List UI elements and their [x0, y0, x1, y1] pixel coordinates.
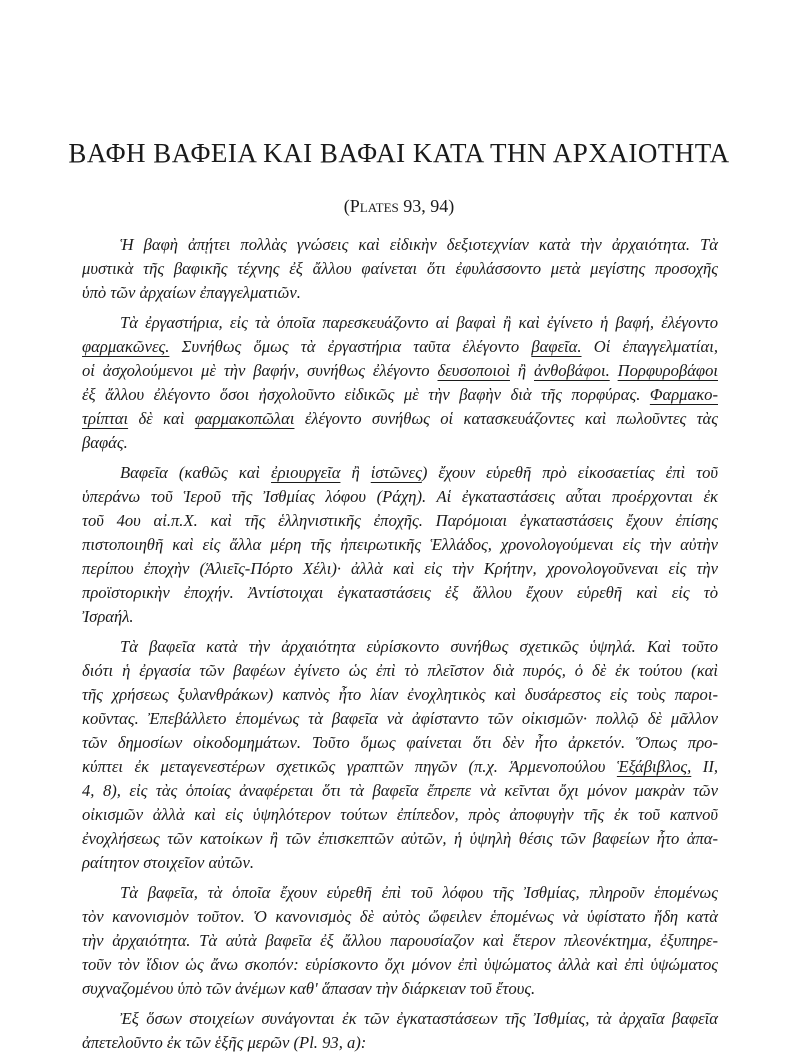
- text-line: [82, 683, 718, 707]
- text-segment: 4, 8), εἰς τὰς ὁποίας ἀναφέρεται ὅτι τὰ βαφεῖα ἔπρεπε νὰ κεῖνται ὄχι μόνον μακρὰν τῶν: [82, 781, 718, 800]
- text-segment: ὑπεράνω τοῦ Ἱεροῦ τῆς Ἰσθμίας λόφου (Ράχη). Αἱ ἐγκαταστάσεις αὗται προέρχονται ἐκ: [82, 487, 718, 506]
- text-line: [82, 407, 718, 431]
- text-line: [82, 779, 718, 803]
- text-segment: τὴν ἀρχαιότητα. Τὰ αὐτὰ βαφεῖα ἐξ ἄλλου παρουσίαζον καὶ ἕτερον πλεονέκτημα, ἐξυπηρε-: [82, 931, 718, 950]
- text-segment: Τὰ βαφεῖα κατὰ τὴν ἀρχαιότητα εὑρίσκοντο συνήθως σχετικῶς ὑψηλά. Καὶ τοῦτο: [120, 637, 718, 656]
- text-segment: συχναζομένου ὑπὸ τῶν ἀνέμων καθ' ἅπασαν τὴν διάρκειαν τοῦ ἔτους.: [82, 979, 536, 998]
- text-line: [82, 233, 718, 257]
- underlined-term: βαφεῖα.: [531, 337, 582, 356]
- text-line: [82, 659, 718, 683]
- paragraph: [82, 635, 718, 875]
- text-line: [82, 977, 718, 1001]
- text-line: [82, 851, 718, 875]
- paragraph: [82, 311, 718, 455]
- plates-reference: (Plates 93, 94): [343, 196, 455, 216]
- text-segment: ) ἔχουν εὑρεθῆ πρὸ εἰκοσαετίας ἐπὶ τοῦ: [421, 463, 719, 482]
- text-line: [82, 257, 718, 281]
- text-segment: ἢ: [340, 463, 371, 482]
- text-segment: περίπου ἐποχὴν (Ἁλιεῖς-Πόρτο Χέλι)· ἀλλὰ καὶ εἰς τὴν Κρήτην, χρονολογοῦνεναι εἰς τὴν: [82, 559, 718, 578]
- text-segment: Ἐξ ὅσων στοιχείων συνάγονται ἐκ τῶν ἐγκαταστάσεων τῆς Ἰσθμίας, τὰ ἀρχαῖα βαφεῖα: [120, 1009, 718, 1028]
- underlined-term: ἐριουργεῖα: [271, 463, 341, 482]
- text-segment: Συνήθως ὅμως τὰ ἐργαστήρια ταῦτα ἐλέγοντο: [169, 337, 532, 356]
- text-segment: προϊστορικὴν ἐποχήν. Ἀντίστοιχαι ἐγκαταστάσεις ἐξ ἄλλου ἔχουν εὑρεθῆ καὶ εἰς τὸ: [82, 583, 718, 602]
- text-segment: πιστοποιηθῆ καὶ εἰς ἄλλα μέρη τῆς ἠπειρωτικῆς Ἑλλάδος, χρονολογούμεναι εἰς τὴν αὐτὴν: [82, 535, 718, 554]
- underlined-term: δευσοποιοὶ: [437, 361, 510, 380]
- underlined-term: Ἑξάβιβλος,: [616, 757, 692, 776]
- underlined-term: Φαρμακο-: [649, 385, 718, 404]
- text-line: [82, 1007, 718, 1031]
- paragraph: [82, 881, 718, 1001]
- text-line: [82, 533, 718, 557]
- text-segment: [610, 361, 618, 380]
- underlined-term: ἱστῶνες: [370, 463, 422, 482]
- paragraph: [82, 233, 718, 305]
- text-line: [82, 881, 718, 905]
- text-line: [82, 281, 718, 305]
- text-line: [82, 635, 718, 659]
- text-segment: διότι ἡ ἐργασία τῶν βαφέων ἐγίνετο ὡς ἐπὶ τὸ πλεῖστον διὰ πυρός, ὁ δὲ ἐκ τούτου (καὶ: [82, 661, 718, 680]
- text-segment: Ἰσραήλ.: [82, 607, 134, 626]
- text-line: [82, 383, 718, 407]
- paragraph: [82, 461, 718, 629]
- text-line: [82, 311, 718, 335]
- text-line: [82, 707, 718, 731]
- text-line: [82, 605, 718, 629]
- text-segment: οἱ ἀσχολούμενοι μὲ τὴν βαφήν, συνήθως ἐλέγοντο: [82, 361, 438, 380]
- text-line: [82, 803, 718, 827]
- text-segment: Ἡ βαφὴ ἀπῄτει πολλὰς γνώσεις καὶ εἰδικὴν δεξιοτεχνίαν κατὰ τὴν ἀρχαιότητα. Τὰ: [120, 235, 718, 254]
- text-line: [82, 827, 718, 851]
- page-title: ΒΑΦΗ ΒΑΦΕΙΑ ΚΑΙ ΒΑΦΑΙ ΚΑΤΑ ΤΗΝ ΑΡΧΑΙΟΤΗΤΑ: [68, 138, 730, 168]
- underlined-term: Πορφυροβάφοι: [617, 361, 718, 380]
- text-segment: κοῦντας. Ἐπεβάλλετο ἑπομένως τὰ βαφεῖα νὰ ἀφίσταντο τῶν οἰκισμῶν· πολλῷ δὲ μᾶλλον: [82, 709, 718, 728]
- text-segment: Βαφεῖα (καθῶς καὶ: [120, 463, 272, 482]
- text-line: [82, 557, 718, 581]
- text-line: [82, 755, 718, 779]
- text-line: [82, 1031, 718, 1055]
- underlined-term: τρίπται: [82, 409, 129, 428]
- text-segment: ἐνοχλήσεως τῶν κατοίκων ἢ τῶν ἐπισκεπτῶν αὐτῶν, ἡ ὑψηλὴ θέσις τῶν βαφείων ἦτο ἀπα-: [82, 829, 718, 848]
- text-line: [82, 359, 718, 383]
- text-segment: τοῦ 4ου αἰ.π.Χ. καὶ τῆς ἑλληνιστικῆς ἐποχῆς. Παρόμοιαι ἐγκαταστάσεις ἔχουν ἐπίσης: [82, 511, 718, 530]
- text-line: [82, 953, 718, 977]
- underlined-term: φαρμακοπῶλαι: [194, 409, 295, 428]
- body-text: [82, 233, 718, 1061]
- text-line: [82, 905, 718, 929]
- text-line: [82, 485, 718, 509]
- text-segment: Τὰ ἐργαστήρια, εἰς τὰ ὁποῖα παρεσκευάζοντο αἱ βαφαὶ ἢ καὶ ἐγίνετο ἡ βαφή, ἐλέγοντο: [120, 313, 718, 332]
- text-segment: τῶν δημοσίων οἰκοδομημάτων. Τοῦτο ὅμως φαίνεται ὅτι δὲν ἦτο ἀρκετόν. Ὅπως προ-: [82, 733, 718, 752]
- text-segment: μυστικὰ τῆς βαφικῆς τέχνης ἐξ ἄλλου φαίνεται ὅτι ἐφυλάσσοντο μετὰ μεγίστης προσοχῆς: [82, 259, 718, 278]
- text-segment: τὸν κανονισμὸν τοῦτον. Ὁ κανονισμὸς δὲ αὐτὸς ὤφειλεν ἑπομένως νὰ ὑφίστατο ἤδη κατὰ: [82, 907, 718, 926]
- text-segment: Τὰ βαφεῖα, τὰ ὁποῖα ἔχουν εὑρεθῆ ἐπὶ τοῦ λόφου τῆς Ἰσθμίας, πληροῦν ἑπομένως: [120, 883, 718, 902]
- text-segment: Οἱ ἐπαγγελματίαι,: [581, 337, 718, 356]
- underlined-term: ἀνθοβάφοι.: [534, 361, 610, 380]
- text-segment: δὲ καὶ: [128, 409, 195, 428]
- text-line: [82, 731, 718, 755]
- text-line: [82, 335, 718, 359]
- text-line: [82, 431, 718, 455]
- text-segment: ἢ: [509, 361, 534, 380]
- text-segment: τῆς χρήσεως ξυλανθράκων) καπνὸς ἦτο λίαν ἐνοχλητικὸς καὶ δυσάρεστος εἰς τοὺς παροι-: [82, 685, 718, 704]
- text-segment: ἐξ ἄλλου ἐλέγοντο ὅσοι ἠσχολοῦντο εἰδικῶς μὲ τὴν βαφὴν διὰ τῆς πορφύρας.: [82, 385, 650, 404]
- text-line: [82, 461, 718, 485]
- text-segment: ραίτητον στοιχεῖον αὐτῶν.: [82, 853, 254, 872]
- text-segment: ἀπετελοῦντο ἐκ τῶν ἑξῆς μερῶν (Pl. 93, a):: [82, 1033, 367, 1052]
- text-line: [82, 929, 718, 953]
- text-segment: τοῦν τὸν ἴδιον ὡς ἄνω σκοπόν: εὑρίσκοντο ὄχι μόνον ἐπὶ ὑψώματος ἀλλὰ καὶ ἐπὶ ὑψώματος: [82, 955, 718, 974]
- text-line: [82, 581, 718, 605]
- text-segment: κύπτει ἐκ μεταγενεστέρων σχετικῶς γραπτῶν πηγῶν (π.χ. Ἁρμενοπούλου: [82, 757, 617, 776]
- text-segment: οἰκισμῶν ἀλλὰ καὶ εἰς ὑψηλότερον τούτων ἐπίπεδον, πρὸς ἀποφυγὴν τῆς ἐκ τοῦ καπνοῦ: [82, 805, 718, 824]
- text-segment: II,: [691, 757, 718, 776]
- text-segment: βαφάς.: [82, 433, 128, 452]
- underlined-term: φαρμακῶνες.: [82, 337, 170, 356]
- paragraph: [82, 1007, 718, 1055]
- text-line: [82, 509, 718, 533]
- text-segment: ὑπὸ τῶν ἀρχαίων ἐπαγγελματιῶν.: [82, 283, 301, 302]
- text-segment: ἐλέγοντο συνήθως οἱ κατασκευάζοντες καὶ πωλοῦντες τὰς: [294, 409, 719, 428]
